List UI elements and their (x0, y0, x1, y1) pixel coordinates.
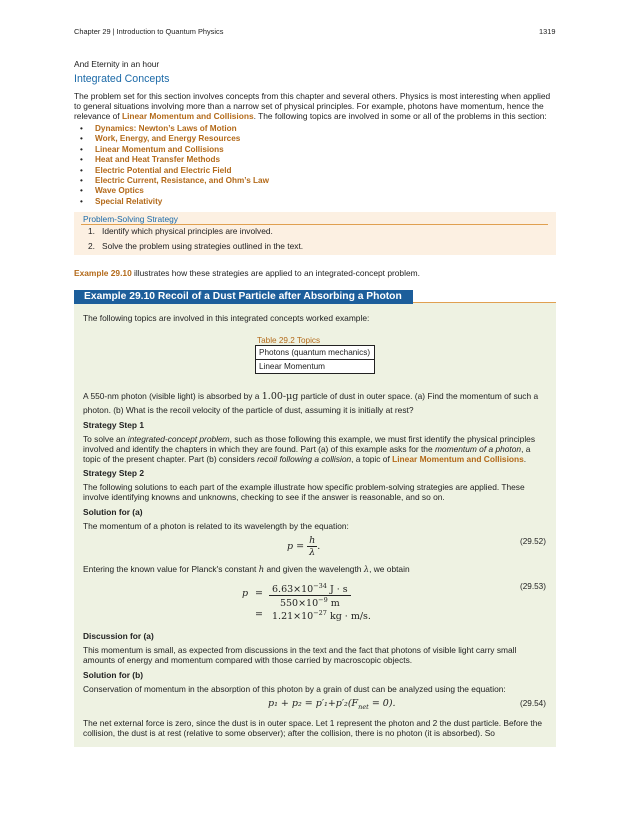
example-title: Example 29.10 Recoil of a Dust Particle after Absorbing a Photon (74, 290, 413, 304)
equation-number: (29.53) (520, 582, 546, 591)
topic-link[interactable]: Heat and Heat Transfer Methods (95, 155, 221, 165)
equation-29-54: $p_1 + p_2 = p'_1+p'_2(F_{net} = 0)$. (268, 698, 396, 711)
list-item: • Dynamics: Newton’s Laws of Motion (80, 124, 237, 133)
discussion-a-text: This momentum is small, as expected from discussions in the text and the fact that photons of visible light carry small amounts of energy and momentum compared with those carried by macroscopic objects. (83, 645, 517, 666)
strategy-title: Problem-Solving Strategy (83, 214, 178, 224)
strategy1-heading: Strategy Step 1 (83, 420, 144, 430)
link-linear-momentum[interactable]: Linear Momentum and Collisions (121, 111, 254, 122)
final-text: The net external force is zero, since the dust is in outer space. Let 1 represent the photon and 2 the dust particle. Before the collision, the dust is at rest (relative to some observer); after the collision, there is no photon (it is absorbed). So (83, 718, 543, 739)
topic-link[interactable]: Dynamics: Newton’s Laws of Motion (95, 124, 237, 133)
list-item: 1. Identify which physical principles are involved. (88, 226, 273, 236)
topic-link[interactable]: Electric Current, Resistance, and Ohm’s Law (95, 175, 269, 185)
problem-statement: A 550-nm photon (visible light) is absorbed by a 1.00-μg particle of dust in outer space. (a) Find the momentum of such a photon. (b) What is the recoil velocity of the particle of dust, assuming it is initially at rest? (83, 391, 539, 415)
table-row: Photons (quantum mechanics) (256, 346, 375, 360)
table-caption: Table 29.2 Topics (257, 336, 321, 345)
topic-link[interactable]: Electric Potential and Electric Field (95, 165, 232, 175)
list-item: • Electric Potential and Electric Field (80, 165, 232, 175)
discussion-a-heading: Discussion for (a) (83, 631, 154, 641)
example-link[interactable]: Example 29.10 (74, 268, 132, 278)
topic-link[interactable]: Special Relativity (95, 196, 163, 206)
solution-a-heading: Solution for (a) (83, 507, 143, 517)
list-item: • Heat and Heat Transfer Methods (80, 155, 221, 165)
link-linear-momentum-2[interactable]: Linear Momentum and Collisions (392, 454, 524, 465)
topic-link[interactable]: Work, Energy, and Energy Resources (95, 134, 241, 144)
topic-link[interactable]: Wave Optics (95, 186, 144, 196)
strategy2-text: The following solutions to each part of the example illustrate how specific problem-solving strategies are applied. These involve identifying knowns and unknowns, checking to see if the answer is reasonable, and so on. (83, 482, 525, 503)
strategy-steps (88, 226, 303, 255)
chapter-header: Chapter 29 | Introduction to Quantum Physics (74, 27, 224, 36)
list-item: • Electric Current, Resistance, and Ohm’s Law (80, 175, 269, 185)
strategy1-text: To solve an integrated-concept problem, such as those following this example, we must first identify the physical principles involved and identify the chapters in which they are found. Part (a) of this example asks for the momentum of a photon, a topic of the present chapter. Part (b) considers recoil following a collision, a topic of Linear Momentum and Collisions. (83, 434, 536, 465)
solution-b-heading: Solution for (b) (83, 670, 144, 680)
example-title-rule (413, 302, 556, 303)
equation-number: (29.52) (520, 537, 546, 546)
topics-table (255, 345, 375, 374)
table-row: Linear Momentum (256, 360, 375, 374)
list-item: • Wave Optics (80, 186, 144, 196)
solution-a-text: The momentum of a photon is related to its wavelength by the equation: (83, 521, 349, 531)
example-reference: Example 29.10 illustrates how these strategies are applied to an integrated-concept problem. (74, 268, 420, 278)
topics-list (80, 124, 269, 207)
list-item: • Special Relativity (80, 196, 163, 206)
solution-b-text: Conservation of momentum in the absorption of this photon by a grain of dust can be analyzed using the equation: (83, 684, 506, 694)
known-values-text: Entering the known value for Planck's constant h and given the wavelength λ, we obtain (83, 564, 410, 574)
list-item: • Work, Energy, and Energy Resources (80, 134, 241, 144)
page-number: 1319 (539, 27, 556, 36)
equation-number: (29.54) (520, 699, 546, 708)
section-paragraph: The problem set for this section involves concepts from this chapter and several others. Physics is most interesting when applied to general situations involving more than a narrow set of physical principles. For example, photons have momentum, hence the relevance of Linear Momentum and Collisions. The following topics are involved in some or all of the problems in this section: (74, 91, 551, 122)
topic-link[interactable]: Linear Momentum and Collisions (95, 144, 224, 154)
intro-line: And Eternity in an hour (74, 59, 160, 69)
equation-29-52: p = $\frac{h}{\lambda}$ . (287, 535, 321, 558)
list-item: • Linear Momentum and Collisions (80, 144, 224, 154)
section-title: Integrated Concepts (74, 73, 170, 85)
example-intro: The following topics are involved in this integrated concepts worked example: (83, 313, 370, 323)
strategy2-heading: Strategy Step 2 (83, 468, 144, 478)
strategy-divider (81, 224, 548, 225)
list-item: 2. Solve the problem using strategies outlined in the text. (88, 240, 304, 251)
